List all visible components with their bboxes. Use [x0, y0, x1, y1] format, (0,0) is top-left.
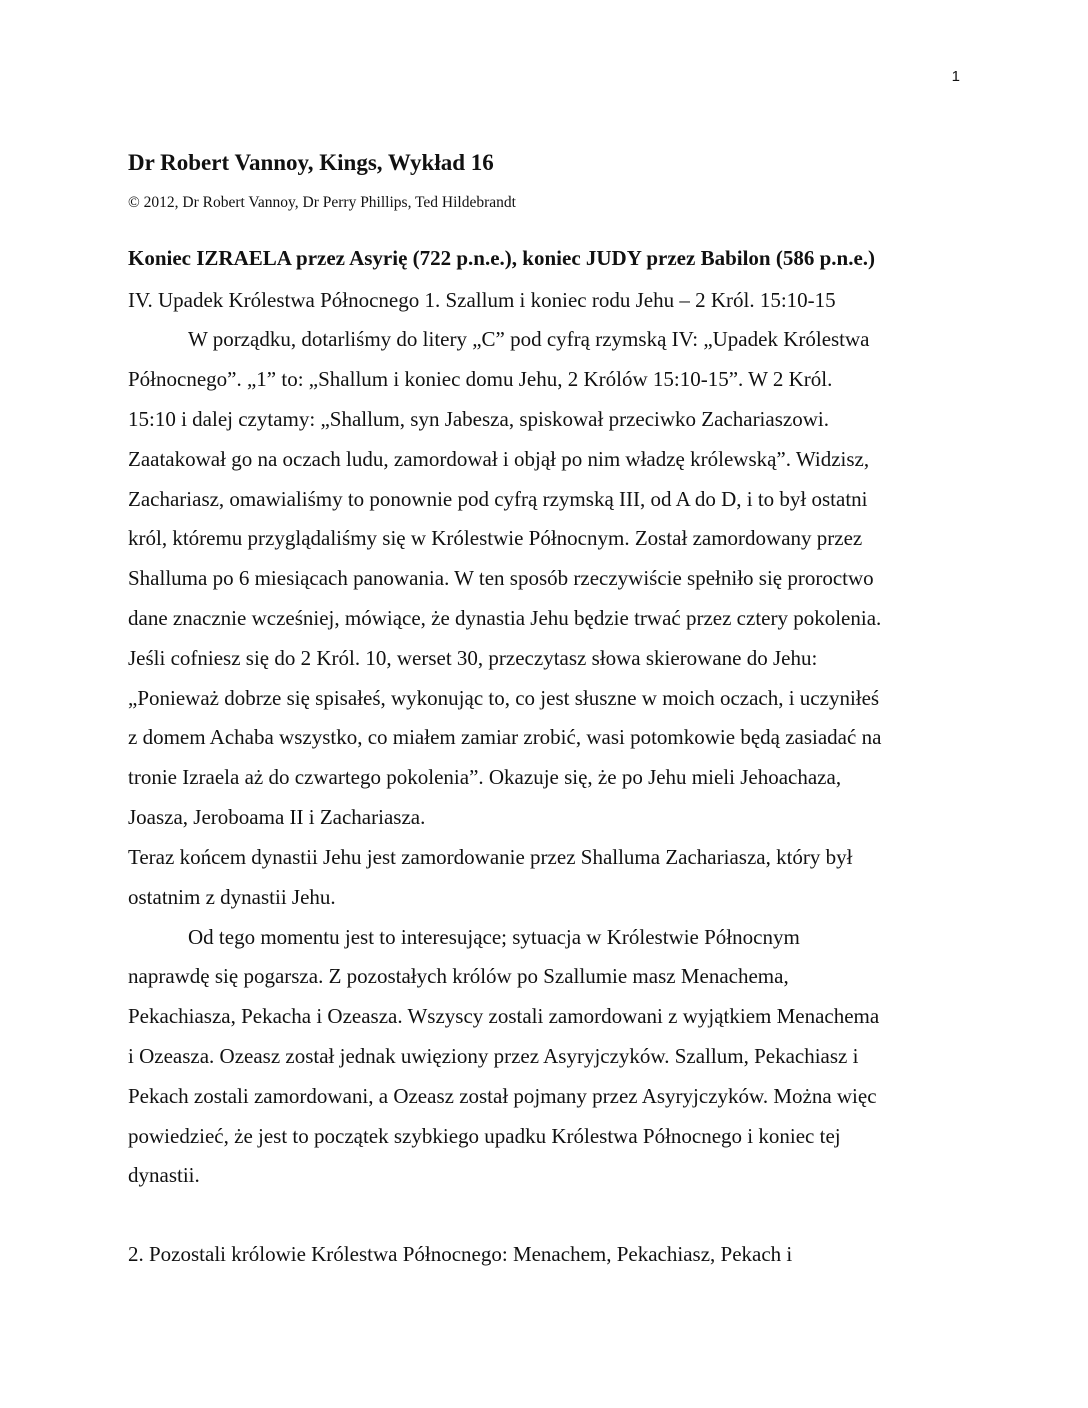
text-line: Zachariasz, omawialiśmy to ponownie pod cyfrą rzymską III, od A do D, i to był ostatni [128, 487, 868, 511]
next-section-heading: 2. Pozostali królowie Królestwa Północnego: Menachem, Pekachiasz, Pekach i [128, 1242, 793, 1266]
section-heading: Koniec IZRAELA przez Asyrię (722 p.n.e.), koniec JUDY przez Babilon (586 p.n.e.) [128, 246, 876, 270]
page-number: 1 [951, 68, 960, 85]
text-line: i Ozeasza. Ozeasz został jednak uwięziony przez Asyryjczyków. Szallum, Pekachiasz i [128, 1044, 859, 1068]
text-line: dynastii. [128, 1163, 200, 1187]
page-title: Dr Robert Vannoy, Kings, Wykład 16 [128, 150, 494, 175]
text-line: Pekachiasza, Pekacha i Ozeasza. Wszyscy zostali zamordowani z wyjątkiem Menachema [128, 1004, 880, 1028]
text-line: 15:10 i dalej czytamy: „Shallum, syn Jabesza, spiskował przeciwko Zachariaszowi. [128, 407, 829, 431]
copyright-line: © 2012, Dr Robert Vannoy, Dr Perry Phillips, Ted Hildebrandt [128, 194, 516, 211]
text-line: powiedzieć, że jest to początek szybkiego upadku Królestwa Północnego i koniec tej [128, 1124, 841, 1148]
text-line: Teraz końcem dynastii Jehu jest zamordowanie przez Shalluma Zachariasza, który był [128, 845, 853, 869]
text-line: Zaatakował go na oczach ludu, zamordował i objął po nim władzę królewską”. Widzisz, [128, 447, 870, 471]
text-line: „Ponieważ dobrze się spisałeś, wykonując to, co jest słuszne w moich oczach, i uczyniłeś [128, 686, 880, 710]
text-line: król, któremu przyglądaliśmy się w Królestwie Północnym. Został zamordowany przez [128, 526, 863, 550]
text-line: tronie Izraela aż do czwartego pokolenia”. Okazuje się, że po Jehu mieli Jehoachaza, [128, 765, 842, 789]
text-line: dane znacznie wcześniej, mówiące, że dynastia Jehu będzie trwać przez cztery pokolenia. [128, 606, 882, 630]
text-line: Od tego momentu jest to interesujące; sytuacja w Królestwie Północnym [188, 925, 800, 949]
text-line: Północnego”. „1” to: „Shallum i koniec domu Jehu, 2 Królów 15:10-15”. W 2 Król. [128, 367, 833, 391]
subheading: IV. Upadek Królestwa Północnego 1. Szallum i koniec rodu Jehu – 2 Król. 15:10-15 [128, 288, 836, 312]
text-line: ostatnim z dynastii Jehu. [128, 885, 336, 909]
text-line: Shalluma po 6 miesiącach panowania. W ten sposób rzeczywiście spełniło się proroctwo [128, 566, 874, 590]
text-line: Joasza, Jeroboama II i Zachariasza. [128, 805, 426, 829]
text-line: W porządku, dotarliśmy do litery „C” pod cyfrą rzymską IV: „Upadek Królestwa [188, 327, 870, 351]
text-line: Jeśli cofniesz się do 2 Król. 10, werset 30, przeczytasz słowa skierowane do Jehu: [128, 646, 818, 670]
text-line: z domem Achaba wszystko, co miałem zamiar zrobić, wasi potomkowie będą zasiadać na [128, 725, 882, 749]
text-line: Pekach zostali zamordowani, a Ozeasz został pojmany przez Asyryjczyków. Można więc [128, 1084, 877, 1108]
text-line: naprawdę się pogarsza. Z pozostałych królów po Szallumie masz Menachema, [128, 964, 789, 988]
